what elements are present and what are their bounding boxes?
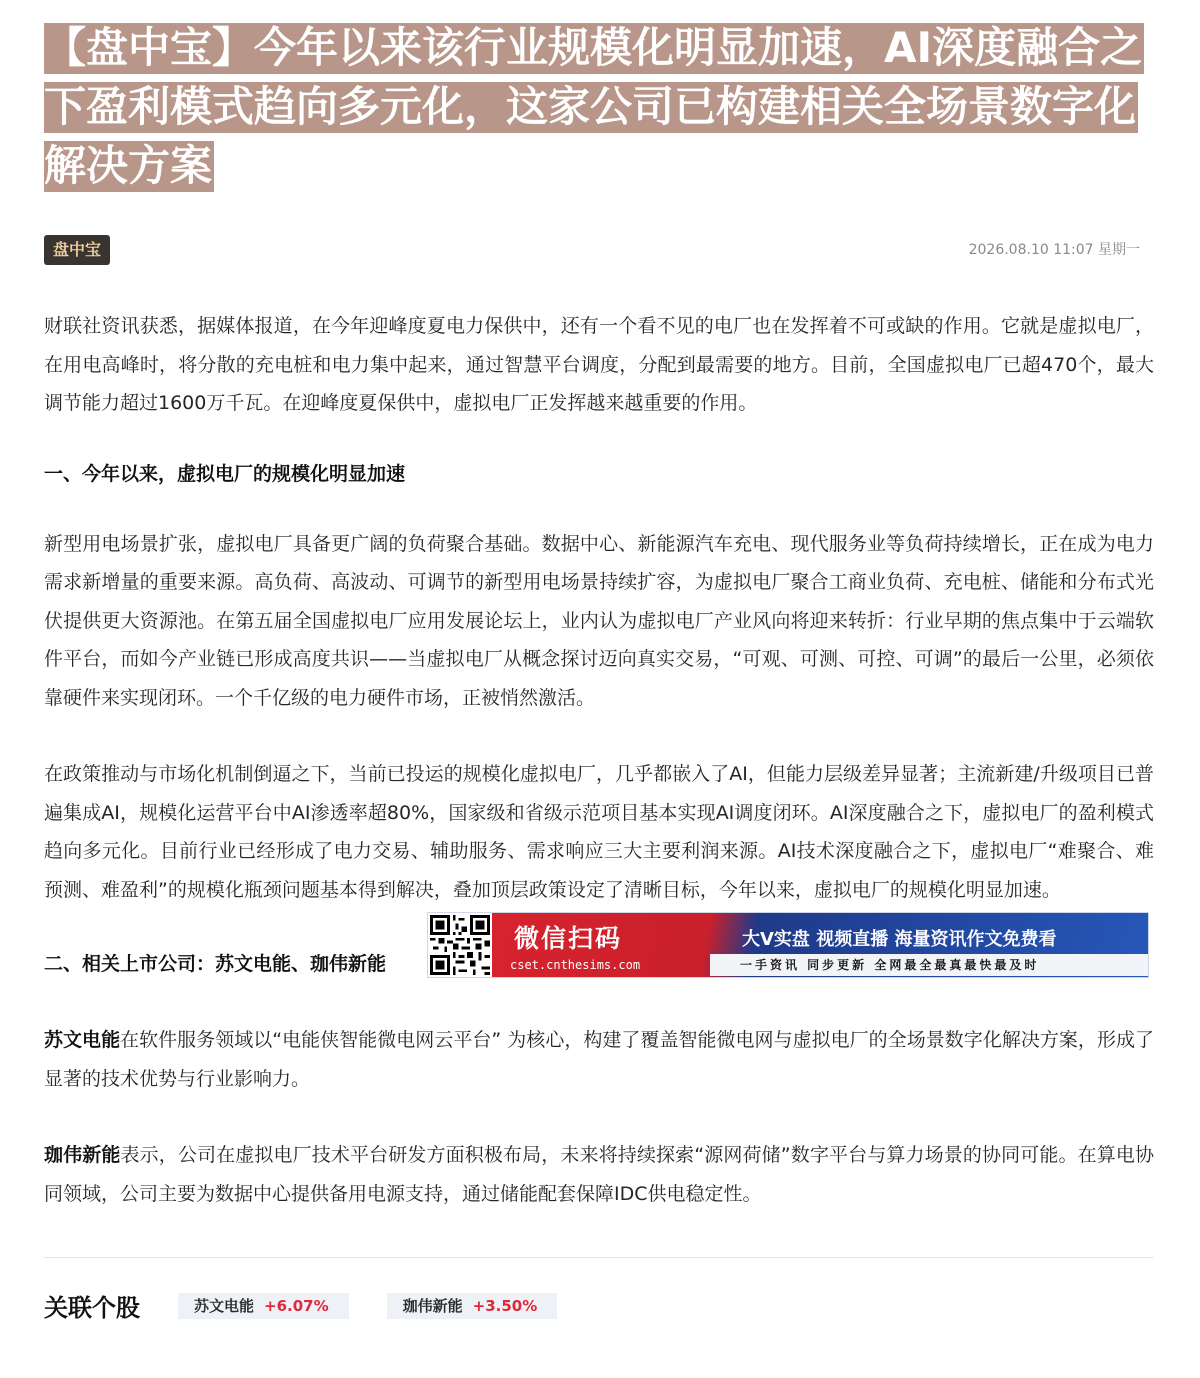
stock-name: 苏文电能	[194, 1297, 255, 1315]
paragraph-3: 在政策推动与市场化机制倒逼之下，当前已投运的规模化虚拟电厂，几乎都嵌入了AI，但能力层级差异显著；主流新建/升级项目已普遍集成AI，规模化运营平台中AI渗透率超80%，国家级和省级示范项目基本实现AI调度闭环。AI深度融合之下，虚拟电厂的盈利模式趋向多元化。目前行业已经形成了电力交易、辅助服务、需求响应三大主要利润来源。AI技术深度融合之下，虚拟电厂“难聚合、难预测、难盈利”的规模化瓶颈问题基本得到解决，叠加顶层政策设定了清晰目标，今年以来，虚拟电厂的规模化明显加速。	[44, 763, 1154, 901]
paragraph-company-1-text: 在软件服务领域以“电能侠智能微电网云平台” 为核心，构建了覆盖智能微电网与虚拟电厂的全场景数字化解决方案，形成了显著的技术优势与行业影响力。	[44, 1029, 1154, 1090]
paragraph-2: 新型用电场景扩张，虚拟电厂具备更广阔的负荷聚合基础。数据中心、新能源汽车充电、现代服务业等负荷持续增长，正在成为电力需求新增量的重要来源。高负荷、高波动、可调节的新型用电场景持续扩容，为虚拟电厂聚合工商业负荷、充电桩、储能和分布式光伏提供更大资源池。在第五届全国虚拟电厂应用发展论坛上，业内认为虚拟电厂产业风向将迎来转折：行业早期的焦点集中于云端软件平台，而如今产业链已形成高度共识——当虚拟电厂从概念探讨迈向真实交易，“可观、可测、可控、可调”的最后一公里，必须依靠硬件来实现闭环。一个千亿级的电力硬件市场，正被悄然激活。	[44, 532, 1154, 709]
stock-change: +3.50%	[472, 1296, 538, 1315]
stock-chip[interactable]	[387, 1293, 558, 1319]
stock-change: +6.07%	[264, 1296, 329, 1315]
paragraph-company-1	[44, 1021, 1154, 1098]
company-name-1[interactable]: 苏文电能	[44, 1029, 121, 1051]
wechat-scan-label: 微信扫码	[514, 924, 623, 953]
paragraph-intro: 财联社资讯获悉，据媒体报道，在今年迎峰度夏电力保供中，还有一个看不见的电厂也在发挥着不可或缺的作用。它就是虚拟电厂，在用电高峰时，将分散的充电桩和电力集中起来，通过智慧平台调度，分配到最需要的地方。目前，全国虚拟电厂已超470个，最大调节能力超过1600万千瓦。在迎峰度夏保供中，虚拟电厂正发挥越来越重要的作用。	[44, 315, 1154, 414]
paragraph-company-2	[44, 1136, 1154, 1213]
article-page	[44, 18, 1154, 1323]
paragraph-company-2-text: 表示，公司在虚拟电厂技术平台研发方面积极布局，未来将持续探索“源网荷储”数字平台与算力场景的协同可能。在算电协同领域，公司主要为数据中心提供备用电源支持，通过储能配套保障IDC供电稳定性。	[44, 1144, 1154, 1205]
section-divider	[44, 1257, 1154, 1258]
article-title-text: 【盘中宝】今年以来该行业规模化明显加速，AI深度融合之下盈利模式趋向多元化，这家公司已构建相关全场景数字化解决方案	[44, 23, 1143, 190]
wechat-ad-banner[interactable]	[427, 912, 1149, 978]
banner-body	[492, 913, 1148, 977]
banner-slogan: 大V实盘 视频直播 海量资讯作文免费看	[742, 929, 1057, 950]
article-title	[44, 18, 1154, 195]
source-tag[interactable]: 盘中宝	[44, 235, 110, 265]
article-meta	[44, 235, 1154, 267]
banner-strip: 一手资讯 同步更新 全网最全最真最快最及时	[710, 954, 1148, 976]
banner-url: cset.cnthesims.com	[510, 958, 641, 972]
stock-name: 珈伟新能	[402, 1297, 463, 1315]
publish-datetime: 2026.08.10 11:07 星期一	[968, 242, 1140, 258]
company-name-2[interactable]: 珈伟新能	[44, 1144, 121, 1166]
related-stocks-title: 关联个股	[44, 1294, 140, 1322]
stock-chip[interactable]	[178, 1293, 349, 1319]
section-heading-1: 一、今年以来，虚拟电厂的规模化明显加速	[44, 462, 406, 485]
section-2-header	[44, 909, 1154, 1021]
qr-code-icon	[428, 913, 492, 977]
related-stocks	[44, 1288, 1154, 1323]
section-heading-2: 二、相关上市公司：苏文电能、珈伟新能	[44, 953, 387, 975]
